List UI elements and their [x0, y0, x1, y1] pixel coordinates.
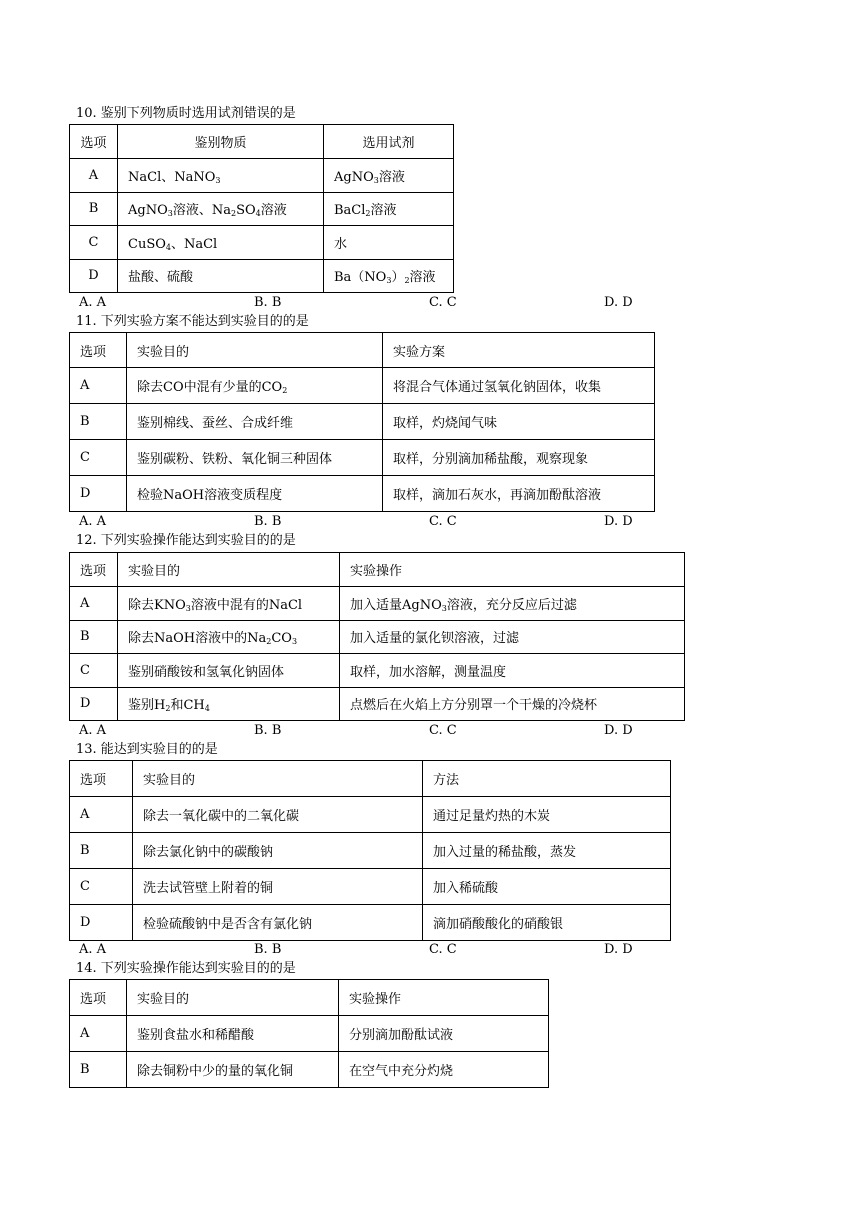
target-cell [127, 1052, 339, 1088]
method-cell [324, 259, 454, 293]
table-row [70, 404, 655, 440]
column-header: 实验操作 [340, 553, 685, 587]
subscript: 2 [404, 276, 410, 286]
subscript: 2 [282, 386, 288, 395]
target-cell [118, 620, 340, 654]
column-header: 实验目的 [133, 761, 423, 797]
q10-table [69, 124, 454, 293]
table-row [70, 368, 655, 404]
option-cell: D [70, 905, 133, 941]
cell-text: 取样，滴加石灰水，再滴加酚酞溶液 [393, 488, 602, 503]
cell-text: 取样，加水溶解，测量温度 [350, 664, 507, 680]
cell-text: 加入过量的稀盐酸，蒸发 [433, 845, 577, 860]
cell-text: 和CH [170, 698, 205, 714]
method-cell [383, 368, 655, 404]
target-cell [118, 654, 340, 688]
table-header-row [70, 125, 454, 159]
cell-text: SO [236, 203, 256, 219]
method-cell [339, 1016, 549, 1052]
option-cell: C [70, 654, 118, 688]
table-body [70, 553, 685, 721]
table-row [70, 587, 685, 621]
subscript: 4 [165, 242, 171, 252]
answer-choice: B. B [254, 295, 282, 310]
target-cell [118, 687, 340, 721]
subscript: 3 [386, 276, 392, 286]
target-cell [118, 259, 324, 293]
option-cell: A [70, 159, 118, 193]
option-cell: A [70, 587, 118, 621]
subscript: 2 [230, 209, 237, 219]
cell-text: 加入适量的氯化钡溶液，过滤 [350, 631, 520, 647]
column-header: 选项 [70, 125, 118, 159]
column-header: 实验目的 [127, 333, 383, 368]
table-row [70, 687, 685, 721]
cell-text: 将混合气体通过氢氧化钠固体，收集 [393, 380, 602, 395]
method-cell [340, 654, 685, 688]
q13-title: 13. 能达到实验目的的是 [76, 742, 218, 757]
cell-text: 除去NaOH溶液中的Na [128, 631, 267, 647]
option-cell: B [70, 192, 118, 226]
table-row [70, 259, 454, 293]
answer-choice: A. A [79, 942, 107, 957]
table-row [70, 654, 685, 688]
cell-text: 鉴别食盐水和稀醋酸 [137, 1028, 255, 1043]
target-cell [127, 476, 383, 512]
cell-text: 除去CO中混有少量的CO [137, 380, 283, 395]
table-header-row [70, 761, 671, 797]
subscript: 3 [291, 637, 298, 647]
option-cell: B [70, 833, 133, 869]
table-row [70, 1016, 549, 1052]
cell-text: 在空气中充分灼烧 [349, 1064, 454, 1079]
subscript: 4 [255, 209, 261, 219]
method-cell [339, 1052, 549, 1088]
q11-title: 11. 下列实验方案不能达到实验目的的是 [76, 314, 309, 329]
subscript: 3 [441, 603, 447, 613]
table-body [70, 761, 671, 941]
method-cell [324, 226, 454, 260]
cell-text: 、NaCl [170, 236, 218, 252]
option-cell: C [70, 440, 127, 476]
target-cell [118, 226, 324, 260]
option-cell: C [70, 226, 118, 260]
q14-table [69, 979, 549, 1088]
q12-title: 12. 下列实验操作能达到实验目的的是 [76, 533, 296, 548]
cell-text: 检验硫酸钠中是否含有氯化钠 [143, 917, 313, 932]
target-cell [133, 797, 423, 833]
cell-text: Ba（NO [334, 270, 387, 286]
cell-text: 取样，灼烧闻气味 [393, 416, 498, 431]
target-cell [118, 587, 340, 621]
cell-text: 检验NaOH溶液变质程度 [137, 488, 283, 503]
target-cell [127, 440, 383, 476]
table-row [70, 833, 671, 869]
option-cell: D [70, 476, 127, 512]
subscript: 4 [204, 704, 210, 714]
answer-choice: A. A [79, 514, 107, 529]
answer-choice: D. D [604, 942, 633, 957]
method-cell [383, 476, 655, 512]
option-cell: A [70, 368, 127, 404]
q14-title: 14. 下列实验操作能达到实验目的的是 [76, 961, 296, 976]
column-header: 方法 [423, 761, 671, 797]
table-row [70, 905, 671, 941]
column-header: 选项 [70, 980, 127, 1016]
target-cell [118, 159, 324, 193]
subscript: 2 [365, 209, 371, 219]
table-row [70, 476, 655, 512]
cell-text: 鉴别硝酸铵和氢氧化钠固体 [128, 664, 285, 680]
cell-text: 点燃后在火焰上方分别罩一个干燥的冷烧杯 [350, 698, 598, 714]
cell-text: 溶液 [378, 169, 405, 185]
answer-choice: A. A [79, 723, 107, 738]
table-header-row [70, 553, 685, 587]
method-cell [340, 587, 685, 621]
column-header: 选项 [70, 333, 127, 368]
cell-text: CO [271, 631, 292, 647]
answer-choice: D. D [604, 723, 633, 738]
option-cell: B [70, 1052, 127, 1088]
cell-text: 除去一氧化碳中的二氧化碳 [143, 809, 300, 824]
answer-choice: C. C [429, 514, 457, 529]
table-body [70, 125, 454, 293]
method-cell [383, 404, 655, 440]
q10-title: 10. 鉴别下列物质时选用试剂错误的是 [76, 106, 296, 121]
target-cell [127, 368, 383, 404]
column-header: 实验目的 [127, 980, 339, 1016]
cell-text: 溶液中混有的NaCl [190, 597, 303, 613]
table-body [70, 333, 655, 512]
table-row [70, 620, 685, 654]
target-cell [133, 869, 423, 905]
cell-text: 洗去试管壁上附着的铜 [143, 881, 274, 896]
cell-text: NaCl、NaNO [128, 169, 216, 185]
cell-text: AgNO [334, 169, 374, 185]
cell-text: 溶液 [370, 203, 397, 219]
cell-text: 溶液、Na [172, 203, 231, 219]
cell-text: 除去铜粉中少的量的氧化铜 [137, 1064, 294, 1079]
subscript: 2 [266, 637, 272, 647]
target-cell [127, 1016, 339, 1052]
cell-text: 鉴别H [128, 698, 166, 714]
option-cell: C [70, 869, 133, 905]
column-header: 选用试剂 [324, 125, 454, 159]
answer-choice: A. A [79, 295, 107, 310]
option-cell: A [70, 1016, 127, 1052]
column-header: 选项 [70, 761, 133, 797]
column-header: 选项 [70, 553, 118, 587]
method-cell [423, 833, 671, 869]
table-row [70, 440, 655, 476]
answer-choice: B. B [254, 514, 282, 529]
cell-text: 通过足量灼热的木炭 [433, 809, 551, 824]
cell-text: AgNO [128, 203, 168, 219]
method-cell [324, 192, 454, 226]
answer-choice: D. D [604, 514, 633, 529]
column-header: 实验方案 [383, 333, 655, 368]
cell-text: 鉴别碳粉、铁粉、氧化铜三种固体 [137, 452, 333, 467]
method-cell [340, 620, 685, 654]
answer-choice: C. C [429, 295, 457, 310]
q11-table [69, 332, 655, 512]
method-cell [423, 905, 671, 941]
cell-text: ） [391, 270, 405, 286]
subscript: 3 [185, 603, 191, 613]
table-header-row [70, 980, 549, 1016]
table-row [70, 226, 454, 260]
method-cell [324, 159, 454, 193]
answer-choice: C. C [429, 723, 457, 738]
option-cell: D [70, 687, 118, 721]
table-row [70, 192, 454, 226]
cell-text: 鉴别棉线、蚕丝、合成纤维 [137, 416, 294, 431]
table-row [70, 1052, 549, 1088]
cell-text: 滴加硝酸酸化的硝酸银 [433, 917, 564, 932]
column-header: 鉴别物质 [118, 125, 324, 159]
answer-choice: D. D [604, 295, 633, 310]
option-cell: B [70, 404, 127, 440]
table-row [70, 869, 671, 905]
target-cell [118, 192, 324, 226]
cell-text: 盐酸、硫酸 [128, 270, 194, 286]
answer-choice: C. C [429, 942, 457, 957]
q12-table [69, 552, 685, 721]
cell-text: 分别滴加酚酞试液 [349, 1028, 454, 1043]
target-cell [133, 905, 423, 941]
cell-text: 溶液，充分反应后过滤 [446, 597, 577, 613]
cell-text: 除去KNO [128, 597, 186, 613]
method-cell [423, 869, 671, 905]
target-cell [127, 404, 383, 440]
option-cell: B [70, 620, 118, 654]
subscript: 3 [215, 175, 221, 185]
cell-text: 水 [334, 236, 348, 252]
subscript: 3 [373, 175, 379, 185]
option-cell: D [70, 259, 118, 293]
column-header: 实验目的 [118, 553, 340, 587]
cell-text: 加入稀硫酸 [433, 881, 499, 896]
table-row [70, 797, 671, 833]
subscript: 2 [165, 704, 171, 714]
table-row [70, 159, 454, 193]
option-cell: A [70, 797, 133, 833]
q13-table [69, 760, 671, 941]
cell-text: 加入适量AgNO [350, 597, 442, 613]
column-header: 实验操作 [339, 980, 549, 1016]
cell-text: 溶液 [260, 203, 287, 219]
subscript: 3 [167, 209, 173, 219]
target-cell [133, 833, 423, 869]
cell-text: CuSO [128, 236, 166, 252]
method-cell [383, 440, 655, 476]
table-body [70, 980, 549, 1088]
cell-text: 溶液 [409, 270, 436, 286]
answer-choice: B. B [254, 723, 282, 738]
cell-text: 取样，分别滴加稀盐酸，观察现象 [393, 452, 589, 467]
table-header-row [70, 333, 655, 368]
cell-text: BaCl [334, 203, 366, 219]
answer-choice: B. B [254, 942, 282, 957]
method-cell [340, 687, 685, 721]
cell-text: 除去氯化钠中的碳酸钠 [143, 845, 274, 860]
method-cell [423, 797, 671, 833]
